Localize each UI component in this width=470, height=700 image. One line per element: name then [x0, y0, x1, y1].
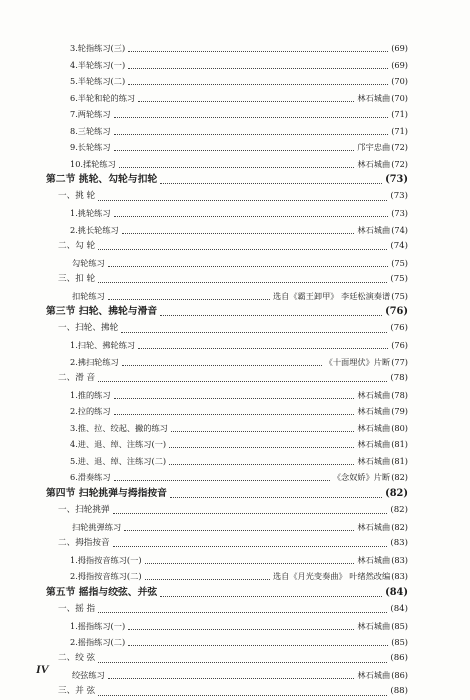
leader-dots	[114, 479, 330, 481]
toc-entry	[0, 502, 470, 519]
leader-dots	[138, 347, 388, 349]
toc-entry	[0, 123, 470, 140]
toc-entry-page: (83)	[391, 572, 408, 580]
toc-entry-page: (78)	[391, 391, 408, 399]
toc-entry-label: 一、扫轮、拂轮	[58, 324, 118, 333]
toc-entry	[0, 601, 470, 618]
toc-entry-page: (82)	[391, 523, 408, 531]
toc-entry	[0, 156, 470, 173]
toc-entry-label: 第五节 摇指与绞弦、并弦	[46, 588, 157, 598]
leader-dots	[128, 83, 388, 85]
toc-entry-page: (73)	[390, 192, 408, 201]
toc-entry	[0, 469, 470, 486]
toc-entry	[0, 172, 470, 189]
toc-entry-page: (85)	[391, 622, 408, 630]
leader-dots	[113, 512, 388, 514]
toc-entry-label: 1.推的练习	[70, 391, 111, 399]
toc-entry-label: 5.半轮练习(二)	[70, 77, 125, 85]
toc-entry-page: (76)	[391, 341, 408, 349]
leader-dots	[114, 116, 389, 118]
toc-entry-page: (79)	[391, 407, 408, 415]
leader-dots	[145, 578, 270, 580]
toc-entry	[0, 535, 470, 552]
toc-entry-source: 林石城曲	[357, 226, 390, 234]
toc-entry	[0, 139, 470, 156]
toc-entry-page: (72)	[391, 160, 408, 168]
toc-entry-label: 第四节 扫轮挑弹与拇指按音	[46, 489, 167, 499]
toc-entry	[0, 304, 470, 321]
toc-entry-label: 绞弦练习	[72, 671, 105, 679]
toc-entry	[0, 453, 470, 470]
toc-entry-page: (88)	[390, 687, 408, 696]
leader-dots	[98, 248, 387, 250]
toc-entry-label: 二、滑 音	[58, 374, 95, 383]
leader-dots	[128, 50, 388, 52]
leader-dots	[124, 529, 354, 531]
toc-entry-label: 一、挑 轮	[58, 192, 95, 201]
toc-entry-page: (69)	[391, 61, 408, 69]
toc-entry-page: (86)	[391, 671, 408, 679]
toc-entry-page: (85)	[391, 638, 408, 646]
toc-entry-source: 林石城曲	[357, 391, 390, 399]
toc-entry-page: (75)	[390, 275, 408, 284]
toc-entry-page: (74)	[390, 242, 408, 251]
toc-entry-page: (74)	[391, 226, 408, 234]
toc-entry-page: (69)	[391, 44, 408, 52]
toc-entry-label: 扣轮练习	[72, 292, 105, 300]
leader-dots	[145, 562, 355, 564]
toc-entry	[0, 387, 470, 404]
page-folio: IV	[36, 662, 49, 677]
toc-entry-label: 7.两轮练习	[70, 110, 111, 118]
toc-entry-page: (82)	[391, 473, 408, 481]
leader-dots	[108, 265, 388, 267]
toc-entry-label: 二、绞 弦	[58, 654, 95, 663]
leader-dots	[114, 149, 355, 151]
toc-entry	[0, 684, 470, 700]
toc-entry-page: (77)	[391, 358, 408, 366]
leader-dots	[108, 298, 270, 300]
toc-entry	[0, 238, 470, 255]
toc-entry-page: (71)	[391, 127, 408, 135]
toc-entry	[0, 651, 470, 668]
toc-entry-source: 林石城曲	[357, 424, 390, 432]
toc-entry	[0, 403, 470, 420]
toc-entry-page: (86)	[390, 654, 408, 663]
toc-entry	[0, 288, 470, 305]
leader-dots	[128, 628, 354, 630]
toc-entry-page: (82)	[385, 489, 408, 499]
toc-entry-source: 选自《月光变奏曲》 叶绪然改编	[273, 572, 390, 580]
toc-entry-page: (84)	[385, 588, 408, 598]
leader-dots	[160, 182, 382, 184]
toc-entry	[0, 205, 470, 222]
leader-dots	[98, 281, 387, 283]
toc-entry-source: 林石城曲	[357, 671, 390, 679]
leader-dots	[98, 694, 387, 696]
toc-entry-page: (83)	[391, 556, 408, 564]
toc-entry-label: 6.半轮和轮的练习	[70, 94, 135, 102]
toc-entry-label: 2.摇指练习(二)	[70, 638, 125, 646]
toc-entry-page: (73)	[391, 209, 408, 217]
toc-entry-page: (83)	[390, 539, 408, 548]
toc-entry	[0, 90, 470, 107]
toc-entry-label: 2.挑长轮练习	[70, 226, 119, 234]
leader-dots	[128, 644, 388, 646]
leader-dots	[138, 100, 354, 102]
toc-entry	[0, 667, 470, 684]
leader-dots	[169, 463, 354, 465]
toc-entry-label: 2.拇指按音练习(二)	[70, 572, 142, 580]
toc-entry-label: 5.进、退、绰、注练习(二)	[70, 457, 166, 465]
toc-entry-source: 《十面埋伏》片断	[325, 358, 391, 366]
toc-entry-label: 4.半轮练习(一)	[70, 61, 125, 69]
toc-entry-page: (76)	[385, 307, 408, 317]
toc-entry-label: 勾轮练习	[72, 259, 105, 267]
toc-entry-page: (82)	[390, 506, 408, 515]
toc-entry-source: 林石城曲	[357, 556, 390, 564]
leader-dots	[122, 232, 355, 234]
leader-dots	[113, 545, 388, 547]
toc-entry	[0, 436, 470, 453]
toc-entry-label: 1.摇指练习(一)	[70, 622, 125, 630]
toc-entry	[0, 634, 470, 651]
toc-entry-label: 3.推、拉、绞起、撇的练习	[70, 424, 168, 432]
toc-entry	[0, 354, 470, 371]
toc-entry-label: 三、并 弦	[58, 687, 95, 696]
toc-entry-page: (78)	[390, 374, 408, 383]
toc-entry	[0, 189, 470, 206]
toc-entry	[0, 271, 470, 288]
toc-entry-label: 一、扫轮挑弹	[58, 506, 110, 515]
toc-entry-page: (81)	[391, 440, 408, 448]
toc-entry-source: 林石城曲	[357, 622, 390, 630]
toc-entry-source: 选自《霸王卸甲》 李廷松演奏谱	[273, 292, 390, 300]
toc-entry-source: 林石城曲	[357, 94, 390, 102]
leader-dots	[114, 133, 389, 135]
toc-entry-label: 1.扫轮、拂轮练习	[70, 341, 135, 349]
leader-dots	[98, 611, 387, 613]
toc-entry	[0, 618, 470, 635]
toc-entry-label: 第三节 扫轮、拂轮与滑音	[46, 307, 157, 317]
toc-entry-source: 林石城曲	[357, 523, 390, 531]
leader-dots	[122, 364, 322, 366]
toc-entry-label: 扫轮挑弹练习	[72, 523, 121, 531]
leader-dots	[119, 166, 355, 168]
toc-entry-page: (70)	[391, 94, 408, 102]
toc-entry-page: (75)	[391, 292, 408, 300]
toc-entry-label: 6.滑奏练习	[70, 473, 111, 481]
leader-dots	[169, 446, 354, 448]
toc-entry-page: (72)	[391, 143, 408, 151]
toc-entry-label: 9.长轮练习	[70, 143, 111, 151]
toc-entry	[0, 486, 470, 503]
toc-entry	[0, 321, 470, 338]
toc-entry-label: 第二节 挑轮、勾轮与扣轮	[46, 175, 157, 185]
leader-dots	[160, 314, 382, 316]
leader-dots	[114, 397, 355, 399]
toc-entry-source: 林石城曲	[357, 457, 390, 465]
toc-entry	[0, 370, 470, 387]
toc-entry-label: 2.拉的练习	[70, 407, 111, 415]
leader-dots	[160, 595, 382, 597]
toc-entry-source: 林石城曲	[357, 160, 390, 168]
leader-dots	[114, 413, 355, 415]
leader-dots	[108, 677, 355, 679]
toc-entry	[0, 420, 470, 437]
toc-entry-label: 二、勾 轮	[58, 242, 95, 251]
leader-dots	[98, 199, 387, 201]
table-of-contents	[0, 40, 470, 670]
toc-entry-label: 8.三轮练习	[70, 127, 111, 135]
toc-entry-source: 林石城曲	[357, 407, 390, 415]
toc-entry-page: (84)	[390, 605, 408, 614]
toc-entry	[0, 222, 470, 239]
toc-entry-label: 3.轮指练习(三)	[70, 44, 125, 52]
toc-entry	[0, 57, 470, 74]
toc-entry	[0, 106, 470, 123]
toc-entry-label: 10.揉轮练习	[70, 160, 116, 168]
toc-entry-page: (76)	[390, 324, 408, 333]
leader-dots	[170, 496, 382, 498]
toc-entry	[0, 519, 470, 536]
toc-entry-label: 一、摇 指	[58, 605, 95, 614]
toc-entry-page: (75)	[391, 259, 408, 267]
toc-entry	[0, 568, 470, 585]
toc-entry-label: 1.挑轮练习	[70, 209, 111, 217]
toc-entry-source: 《念奴娇》片断	[333, 473, 390, 481]
toc-entry-page: (71)	[391, 110, 408, 118]
leader-dots	[98, 380, 387, 382]
toc-entry-label: 1.拇指按音练习(一)	[70, 556, 142, 564]
leader-dots	[171, 430, 355, 432]
toc-entry	[0, 585, 470, 602]
toc-entry-source: 邝宇忠曲	[357, 143, 390, 151]
leader-dots	[121, 331, 387, 333]
toc-entry	[0, 552, 470, 569]
toc-entry	[0, 40, 470, 57]
leader-dots	[98, 661, 387, 663]
toc-entry	[0, 255, 470, 272]
toc-entry	[0, 73, 470, 90]
toc-entry-label: 二、拇指按音	[58, 539, 110, 548]
toc-entry-label: 4.进、退、绰、注练习(一)	[70, 440, 166, 448]
toc-entry-label: 2.拂扫轮练习	[70, 358, 119, 366]
toc-entry-label: 三、扣 轮	[58, 275, 95, 284]
toc-entry-page: (80)	[391, 424, 408, 432]
toc-entry-source: 林石城曲	[357, 440, 390, 448]
leader-dots	[114, 215, 389, 217]
toc-entry-page: (81)	[391, 457, 408, 465]
toc-entry-page: (70)	[391, 77, 408, 85]
leader-dots	[128, 67, 388, 69]
toc-entry	[0, 337, 470, 354]
toc-entry-page: (73)	[385, 175, 408, 185]
